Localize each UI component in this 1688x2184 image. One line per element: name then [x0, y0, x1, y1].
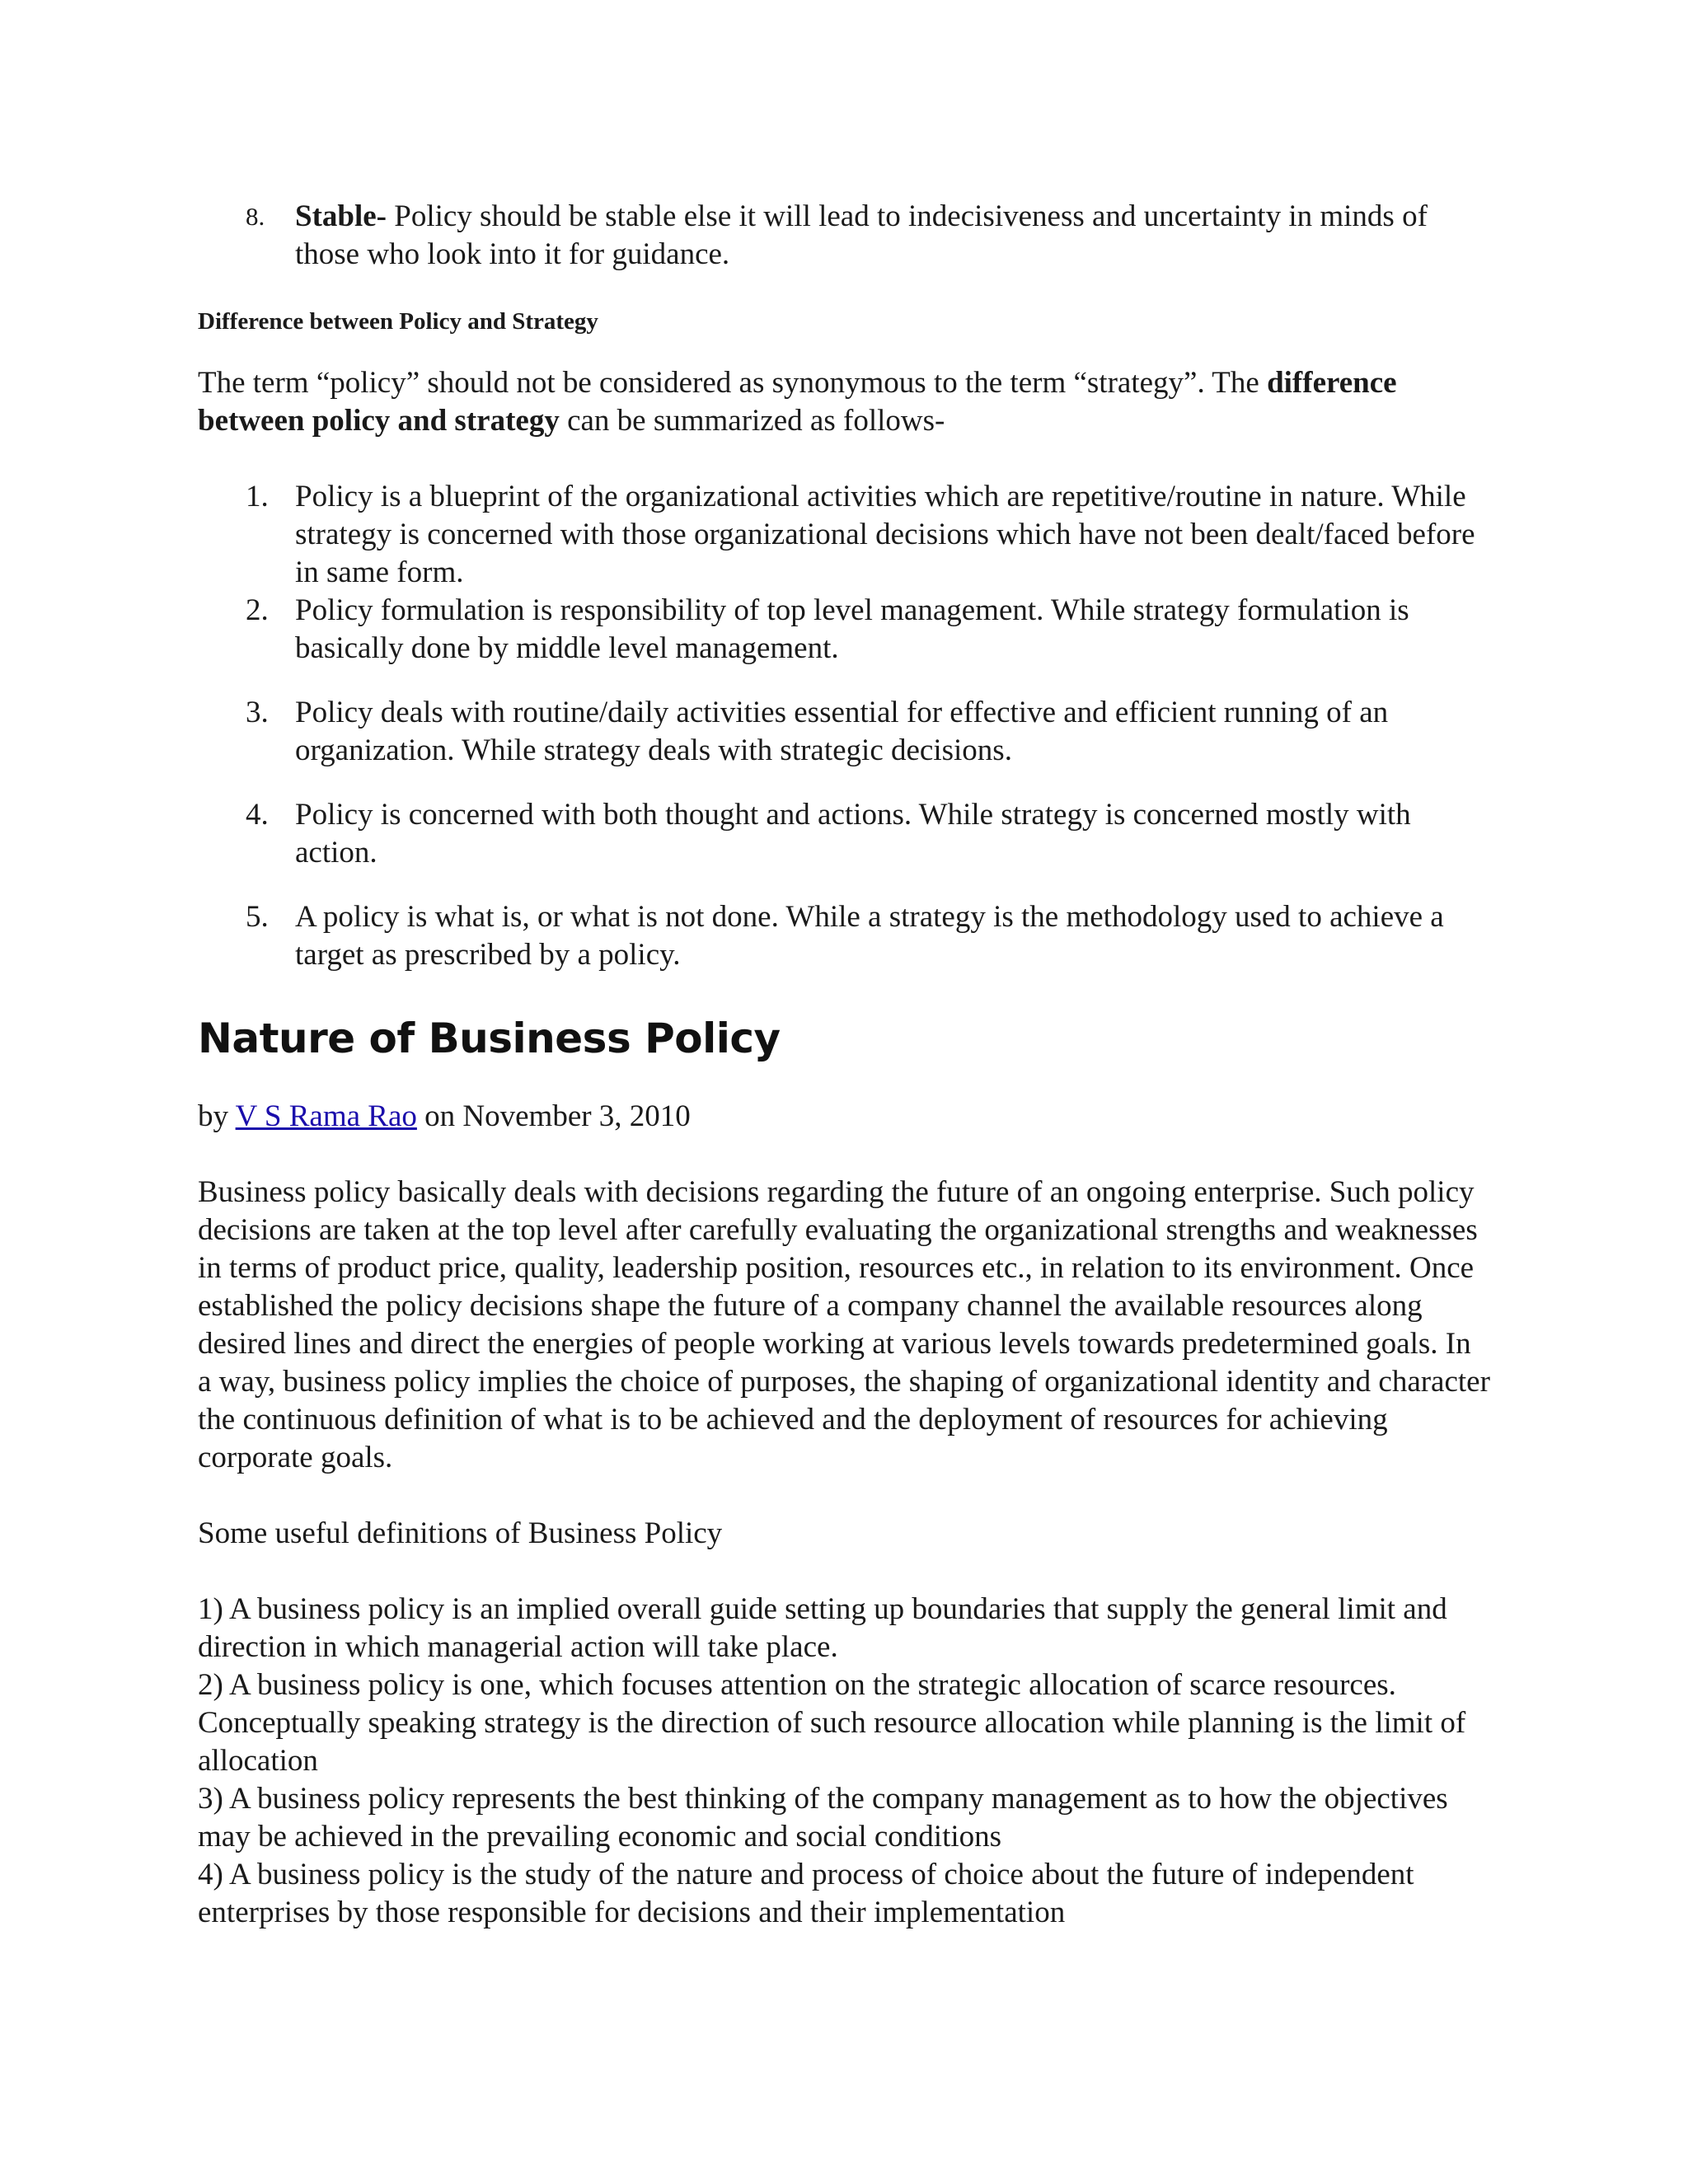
intro-bold-text: difference between policy and strategy: [198, 366, 1397, 438]
definitions-intro: Some useful definitions of Business Policy: [198, 1516, 723, 1550]
list-item: [198, 592, 1492, 668]
byline: [198, 1098, 1492, 1136]
list-item: [198, 198, 1492, 274]
list-item-label: Stable-: [295, 199, 387, 233]
list-item-text: Policy deals with routine/daily activities essential for effective and efficient running of an organization. While strategy deals with strategic decisions.: [295, 696, 1389, 767]
criteria-list: [198, 198, 1492, 274]
list-item: [198, 796, 1492, 872]
list-item: [198, 898, 1492, 974]
list-item-text: Policy formulation is responsibility of top level management. While strategy formulation is basically done by middle level management.: [295, 593, 1409, 665]
differences-list: [198, 478, 1492, 974]
list-item-number: 5.: [246, 900, 269, 934]
definition-item: 3) A business policy represents the best thinking of the company management as to how the objectives may be achieved in the prevailing economic and social conditions: [198, 1782, 1448, 1854]
article-title: Nature of Business Policy: [198, 1015, 781, 1062]
section-heading: Difference between Policy and Strategy: [198, 308, 598, 335]
definitions-list: [198, 1591, 1492, 1932]
list-item: [198, 478, 1492, 592]
list-item: [198, 694, 1492, 770]
intro-text-end: can be summarized as follows-: [559, 404, 945, 438]
list-item-number: 3.: [246, 696, 269, 729]
intro-paragraph: [198, 364, 1492, 440]
definition-item: 1) A business policy is an implied overall guide setting up boundaries that supply the general limit and direction in which managerial action will take place.: [198, 1592, 1447, 1664]
list-item-number: 8.: [246, 202, 265, 231]
intro-text: The term “policy” should not be considered as synonymous to the term “strategy”. The: [198, 366, 1268, 400]
definition-item: 2) A business policy is one, which focuses attention on the strategic allocation of scarce resources. Conceptually speaking strategy is the direction of such resource allocation while planning is the limit of allocation: [198, 1668, 1466, 1778]
list-item-number: 4.: [246, 798, 269, 832]
byline-date: on November 3, 2010: [416, 1099, 691, 1133]
byline-prefix: by: [198, 1099, 236, 1133]
document-page: [198, 198, 1492, 1932]
list-item-text: A policy is what is, or what is not done. While a strategy is the methodology used to achieve a target as prescribed by a policy.: [295, 900, 1444, 972]
article-body: Business policy basically deals with decisions regarding the future of an ongoing enterprise. Such policy decisions are taken at the top level after carefully evaluating the organizational strengths and weaknesses in terms of product price, quality, leadership position, resources etc., in relation to its environment. Once established the policy decisions shape the future of a company channel the available resources along desired lines and direct the energies of people working at various levels towards predetermined goals. In a way, business policy implies the choice of purposes, the shaping of organizational identity and character the continuous definition of what is to be achieved and the deployment of resources for achieving corporate goals.: [198, 1175, 1490, 1474]
definition-item: 4) A business policy is the study of the nature and process of choice about the future of independent enterprises by those responsible for decisions and their implementation: [198, 1858, 1414, 1929]
list-item-number: 1.: [246, 480, 269, 513]
list-item-number: 2.: [246, 593, 269, 627]
list-item-text: Policy should be stable else it will lead to indecisiveness and uncertainty in minds of those who look into it for guidance.: [295, 199, 1428, 271]
author-link[interactable]: V S Rama Rao: [235, 1099, 417, 1133]
list-item-text: Policy is concerned with both thought and actions. While strategy is concerned mostly with action.: [295, 798, 1411, 869]
list-item-text: Policy is a blueprint of the organizational activities which are repetitive/routine in nature. While strategy is concerned with those organizational decisions which have not been dealt/faced before in same form.: [295, 480, 1475, 589]
